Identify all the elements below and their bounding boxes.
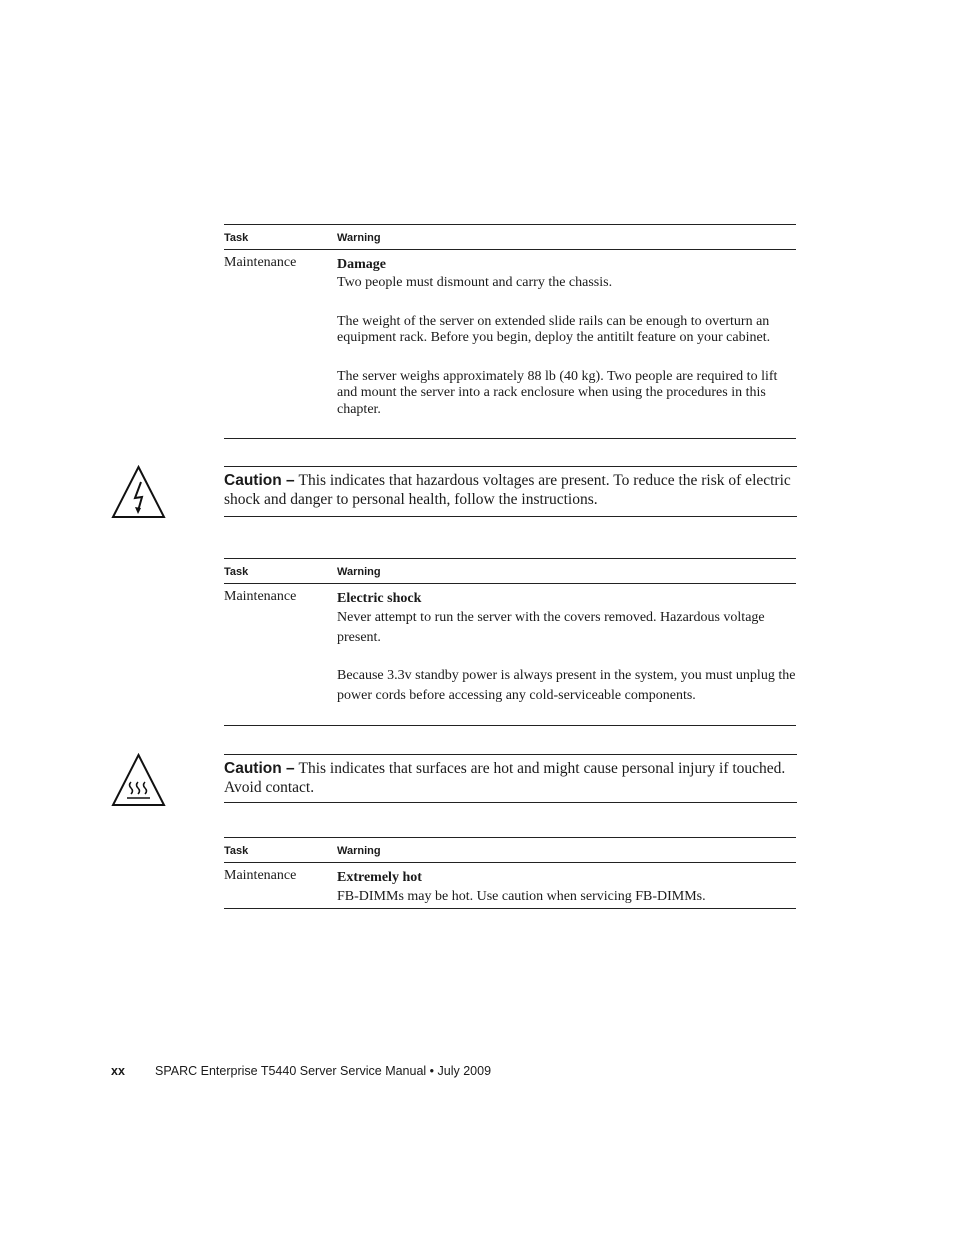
warning-cell — [337, 250, 796, 422]
caution-electric — [224, 466, 797, 517]
column-header-warning: Warning — [337, 232, 381, 244]
table-row — [224, 584, 796, 726]
electric-shock-warning-icon — [111, 465, 166, 519]
warning-cell — [337, 584, 796, 709]
column-header-warning: Warning — [337, 566, 381, 578]
caution-body: This indicates that hazardous voltages are present. To reduce the risk of electric shock and danger to personal health, follow the instructions. — [224, 472, 791, 508]
caution-body: This indicates that surfaces are hot and might cause personal injury if touched. Avoid contact. — [224, 760, 786, 796]
task-cell: Maintenance — [224, 589, 297, 604]
task-cell: Maintenance — [224, 868, 297, 883]
warning-paragraph: Because 3.3v standby power is always present in the system, you must unplug the power cords before accessing any cold-serviceable components. — [337, 668, 796, 703]
warning-title: Extremely hot — [337, 870, 422, 885]
caution-label: Caution – — [224, 760, 295, 777]
page-number: xx — [111, 1064, 125, 1078]
table-row — [224, 863, 796, 909]
column-header-warning: Warning — [337, 845, 381, 857]
warning-table-damage — [224, 224, 796, 439]
column-header-task: Task — [224, 845, 249, 857]
caution-hot — [224, 754, 797, 803]
column-header-task: Task — [224, 232, 249, 244]
warning-paragraph: FB-DIMMs may be hot. Use caution when servicing FB-DIMMs. — [337, 889, 706, 904]
table-header — [224, 558, 796, 584]
column-header-task: Task — [224, 566, 249, 578]
caution-text — [224, 467, 797, 509]
task-cell: Maintenance — [224, 255, 297, 270]
caution-label: Caution – — [224, 472, 295, 489]
manual-title: SPARC Enterprise T5440 Server Service Manual • July 2009 — [155, 1064, 492, 1078]
warning-table-electric-shock — [224, 558, 796, 726]
warning-title: Electric shock — [337, 591, 422, 606]
warning-paragraph: Never attempt to run the server with the covers removed. Hazardous voltage present. — [337, 610, 765, 645]
hot-surface-warning-icon — [111, 753, 166, 807]
warning-table-extremely-hot — [224, 837, 796, 909]
table-header — [224, 224, 796, 250]
caution-text — [224, 755, 797, 797]
warning-paragraph: The weight of the server on extended slide rails can be enough to overturn an equipment rack. Before you begin, deploy the antitilt feature on your cabinet. — [337, 313, 771, 345]
table-header — [224, 837, 796, 863]
table-row — [224, 250, 796, 439]
warning-title: Damage — [337, 257, 386, 272]
warning-cell — [337, 863, 796, 910]
warning-paragraph: Two people must dismount and carry the chassis. — [337, 275, 613, 290]
warning-paragraph: The server weighs approximately 88 lb (40 kg). Two people are required to lift and mount the server into a rack enclosure when using the procedures in this chapter. — [337, 368, 778, 417]
